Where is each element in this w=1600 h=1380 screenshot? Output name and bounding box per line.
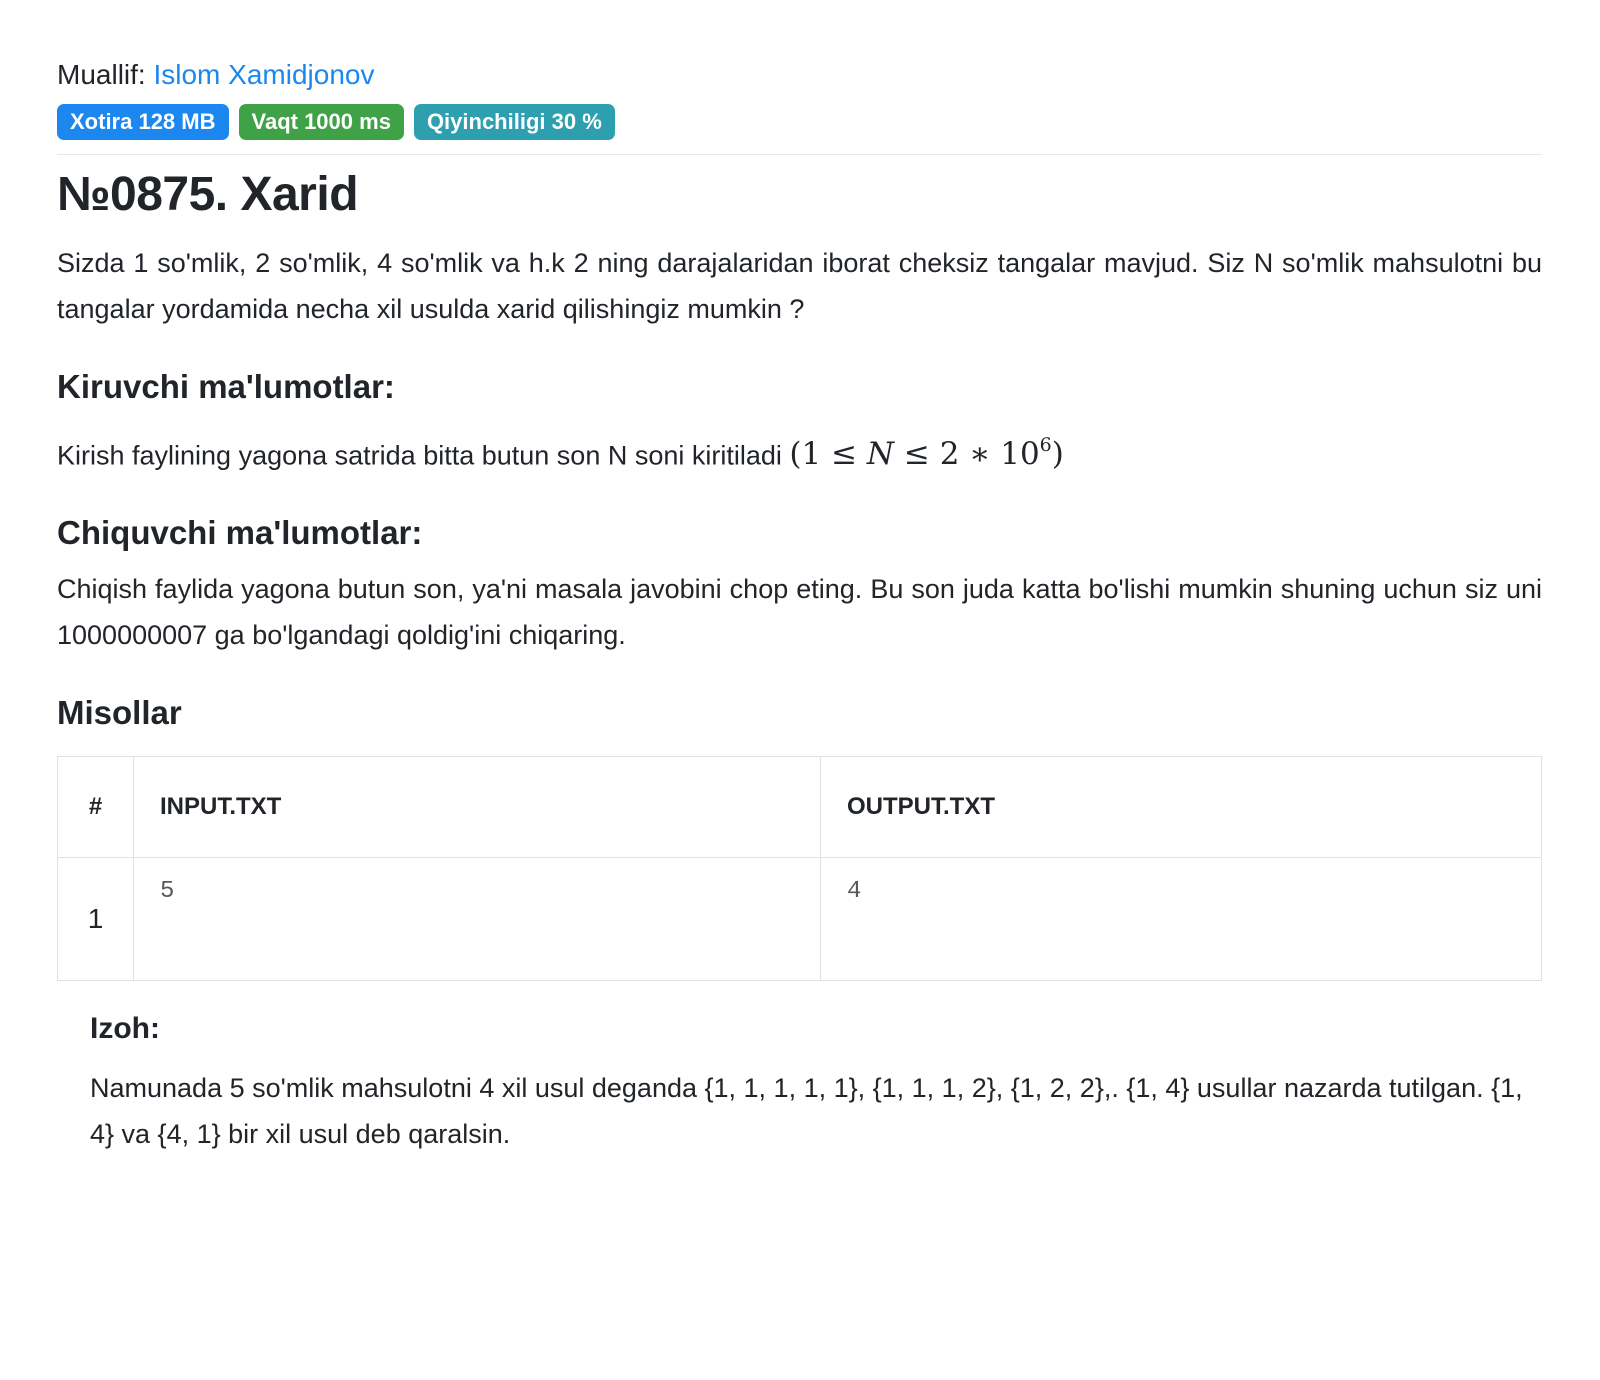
note-section [90,1011,1542,1157]
example-input-value: 5 [160,878,175,906]
input-text: Kirish faylining yagona satrida bitta butun son N soni kiritiladi [57,440,782,471]
examples-table-head [58,757,1542,858]
col-header-number: # [58,757,134,858]
formula-exponent: 6 [1039,434,1052,456]
examples-table-body [58,858,1542,981]
formula-variable: N [866,436,895,473]
formula-mid: ≤ 2 ∗ 10 [894,436,1040,473]
example-row [58,858,1542,981]
output-section-heading: Chiquvchi ma'lumotlar: [57,514,423,552]
note-heading: Izoh: [90,1012,160,1046]
col-header-input: INPUT.TXT [134,757,821,858]
input-section-heading: Kiruvchi ma'lumotlar: [57,368,395,405]
examples-table [57,756,1542,981]
example-output-value: 4 [847,878,862,906]
memory-badge: Xotira 128 MB [57,104,229,140]
note-text: Namunada 5 so'mlik mahsulotni 4 xil usul deganda {1, 1, 1, 1, 1}, {1, 1, 1, 2}, {1, 2, 2},. {1, 4} usullar nazarda tutilgan. {1, 4} va {4, 1} bir xil usul deb qaralsin. [90,1073,1523,1150]
page-title: №0875. Xarid [57,168,359,221]
formula-close: ) [1051,436,1064,473]
examples-header-row [58,757,1542,858]
header-divider [57,154,1542,155]
formula-open: (1 ≤ [789,436,867,473]
output-section-text: Chiqish faylida yagona butun son, ya'ni masala javobini chop eting. Bu son juda katta bo'lishi mumkin shuning uchun siz uni 1000000007 ga bo'lgandagi qoldig'ini chiqaring. [57,574,1542,651]
examples-heading: Misollar [57,694,182,732]
author-line [57,58,1542,92]
example-number: 1 [58,858,134,981]
col-header-output: OUTPUT.TXT [821,757,1542,858]
author-label: Muallif: [57,59,146,90]
badges-row [57,104,1542,140]
time-badge: Vaqt 1000 ms [239,104,404,140]
example-output-cell [821,858,1542,981]
example-input-cell [134,858,821,981]
input-section-text [57,422,1542,480]
constraint-formula [789,436,1063,472]
author-link[interactable]: Islom Xamidjonov [153,59,375,90]
problem-statement: Sizda 1 so'mlik, 2 so'mlik, 4 so'mlik va h.k 2 ning darajalaridan iborat cheksiz tangalar mavjud. Siz N so'mlik mahsulotni bu tangalar yordamida necha xil usulda xarid qilishingiz mumkin ? [57,248,1542,324]
difficulty-badge: Qiyinchiligi 30 % [414,104,615,140]
